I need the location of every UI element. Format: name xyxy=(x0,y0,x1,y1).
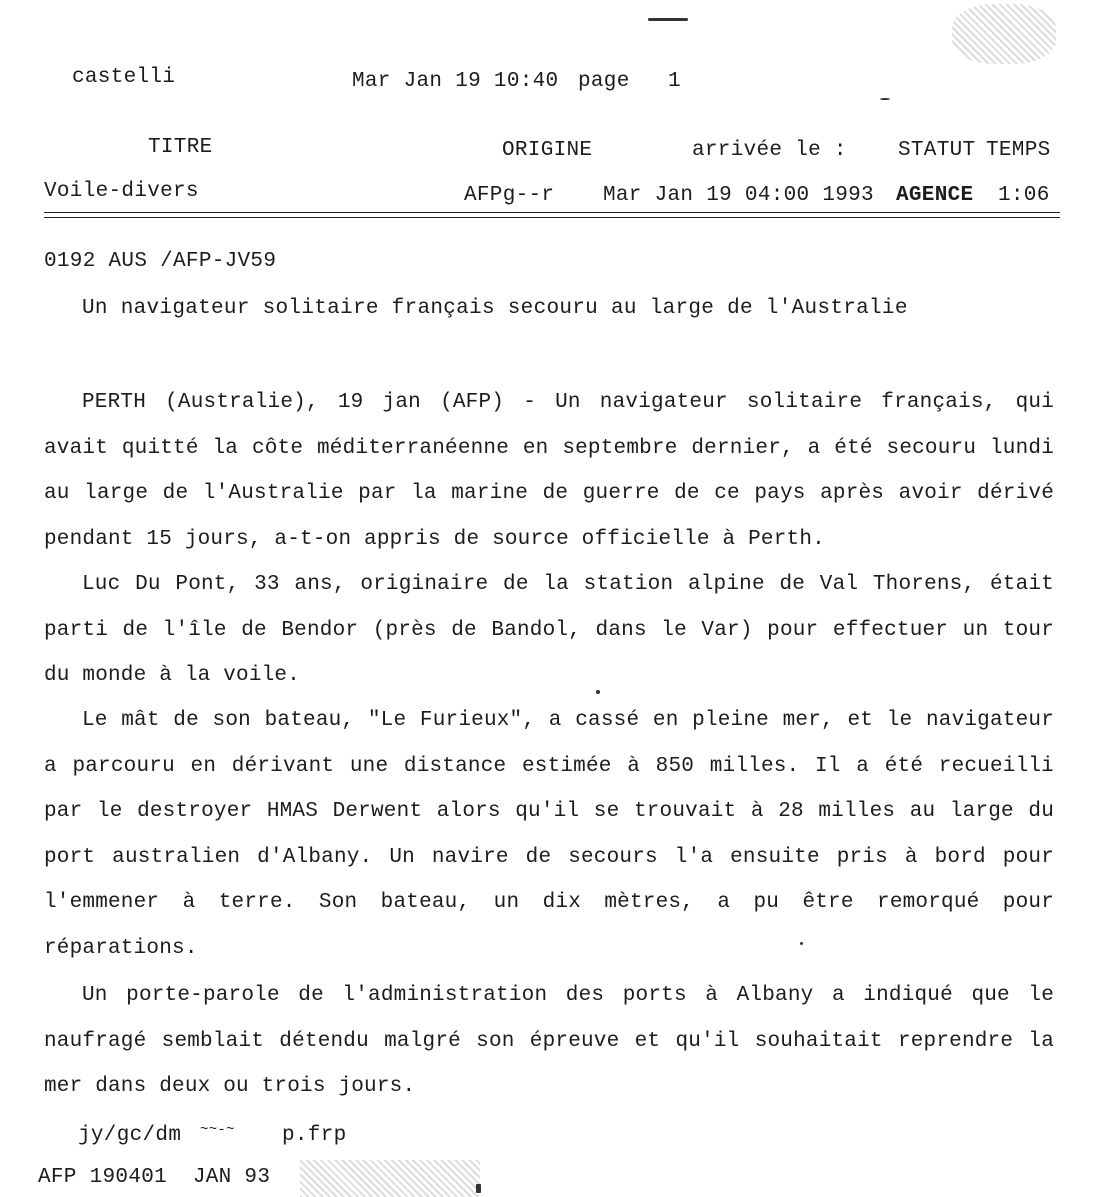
record-origine: AFPg--r xyxy=(464,184,555,207)
column-arrivee: arrivée le : xyxy=(692,139,847,162)
header-page-label: page xyxy=(578,70,630,93)
header-rule-bottom xyxy=(44,217,1060,218)
scan-speck xyxy=(880,98,890,100)
scan-speck xyxy=(596,690,600,694)
header-rule-top xyxy=(44,212,1060,213)
record-arrivee: Mar Jan 19 04:00 1993 xyxy=(603,184,874,207)
body-paragraph-1: PERTH (Australie), 19 jan (AFP) - Un navigateur solitaire français, qui avait quitté la côte méditerranéenne en septembre dernier, a été secouru lundi au large de l'Australie par la marine de guerre de ce pays après avoir dérivé pendant 15 jours, a-t-on appris de source officielle à Perth. xyxy=(44,391,1054,551)
header-date: Mar Jan 19 10:40 xyxy=(352,70,559,93)
record-statut: AGENCE xyxy=(896,184,974,207)
dispatch-reference: 0192 AUS /AFP-JV59 xyxy=(44,250,277,273)
dispatch-headline: Un navigateur solitaire français secouru au large de l'Australie xyxy=(82,297,908,320)
record-temps: 1:06 xyxy=(998,184,1050,207)
scan-speck xyxy=(476,1184,481,1193)
body-paragraph-2: Luc Du Pont, 33 ans, originaire de la station alpine de Val Thorens, était parti de l'île de Bendor (près de Bandol, dans le Var) pour effectuer un tour du monde à la voile. xyxy=(44,573,1054,687)
column-titre: TITRE xyxy=(148,136,213,159)
body-paragraph-3: Le mât de son bateau, "Le Furieux", a cassé en pleine mer, et le navigateur a parcouru en dérivant une distance estimée à 850 milles. Il a été recueilli par le destroyer HMAS Derwent alors qu'il se trouvait à 28 milles au large du port australien d'Albany. Un navire de secours l'a ensuite pris à bord pour l'emmener à terre. Son bateau, un dix mètres, a pu être remorqué pour réparations. xyxy=(44,709,1054,960)
column-origine: ORIGINE xyxy=(502,139,593,162)
header-page-number: 1 xyxy=(668,70,681,93)
scan-smudge-bottom xyxy=(300,1160,480,1197)
scan-smudge-top-right xyxy=(952,4,1056,64)
body-paragraph-4: Un porte-parole de l'administration des ports à Albany a indiqué que le naufragé semblait détendu malgré son épreuve et qu'il souhaitait reprendre la mer dans deux ou trois jours. xyxy=(44,984,1054,1098)
header-user: castelli xyxy=(72,66,176,89)
signature-initials: jy/gc/dm xyxy=(78,1124,182,1147)
record-titre: Voile-divers xyxy=(44,180,199,203)
signature-scribble: ~~-~ xyxy=(200,1122,235,1138)
column-statut: STATUT xyxy=(898,139,976,162)
column-temps: TEMPS xyxy=(986,139,1051,162)
scan-speck xyxy=(800,942,803,945)
signature-suffix: p.frp xyxy=(282,1124,347,1147)
footer-stamp: AFP 190401 JAN 93 xyxy=(38,1166,271,1189)
scan-speck xyxy=(648,18,688,21)
